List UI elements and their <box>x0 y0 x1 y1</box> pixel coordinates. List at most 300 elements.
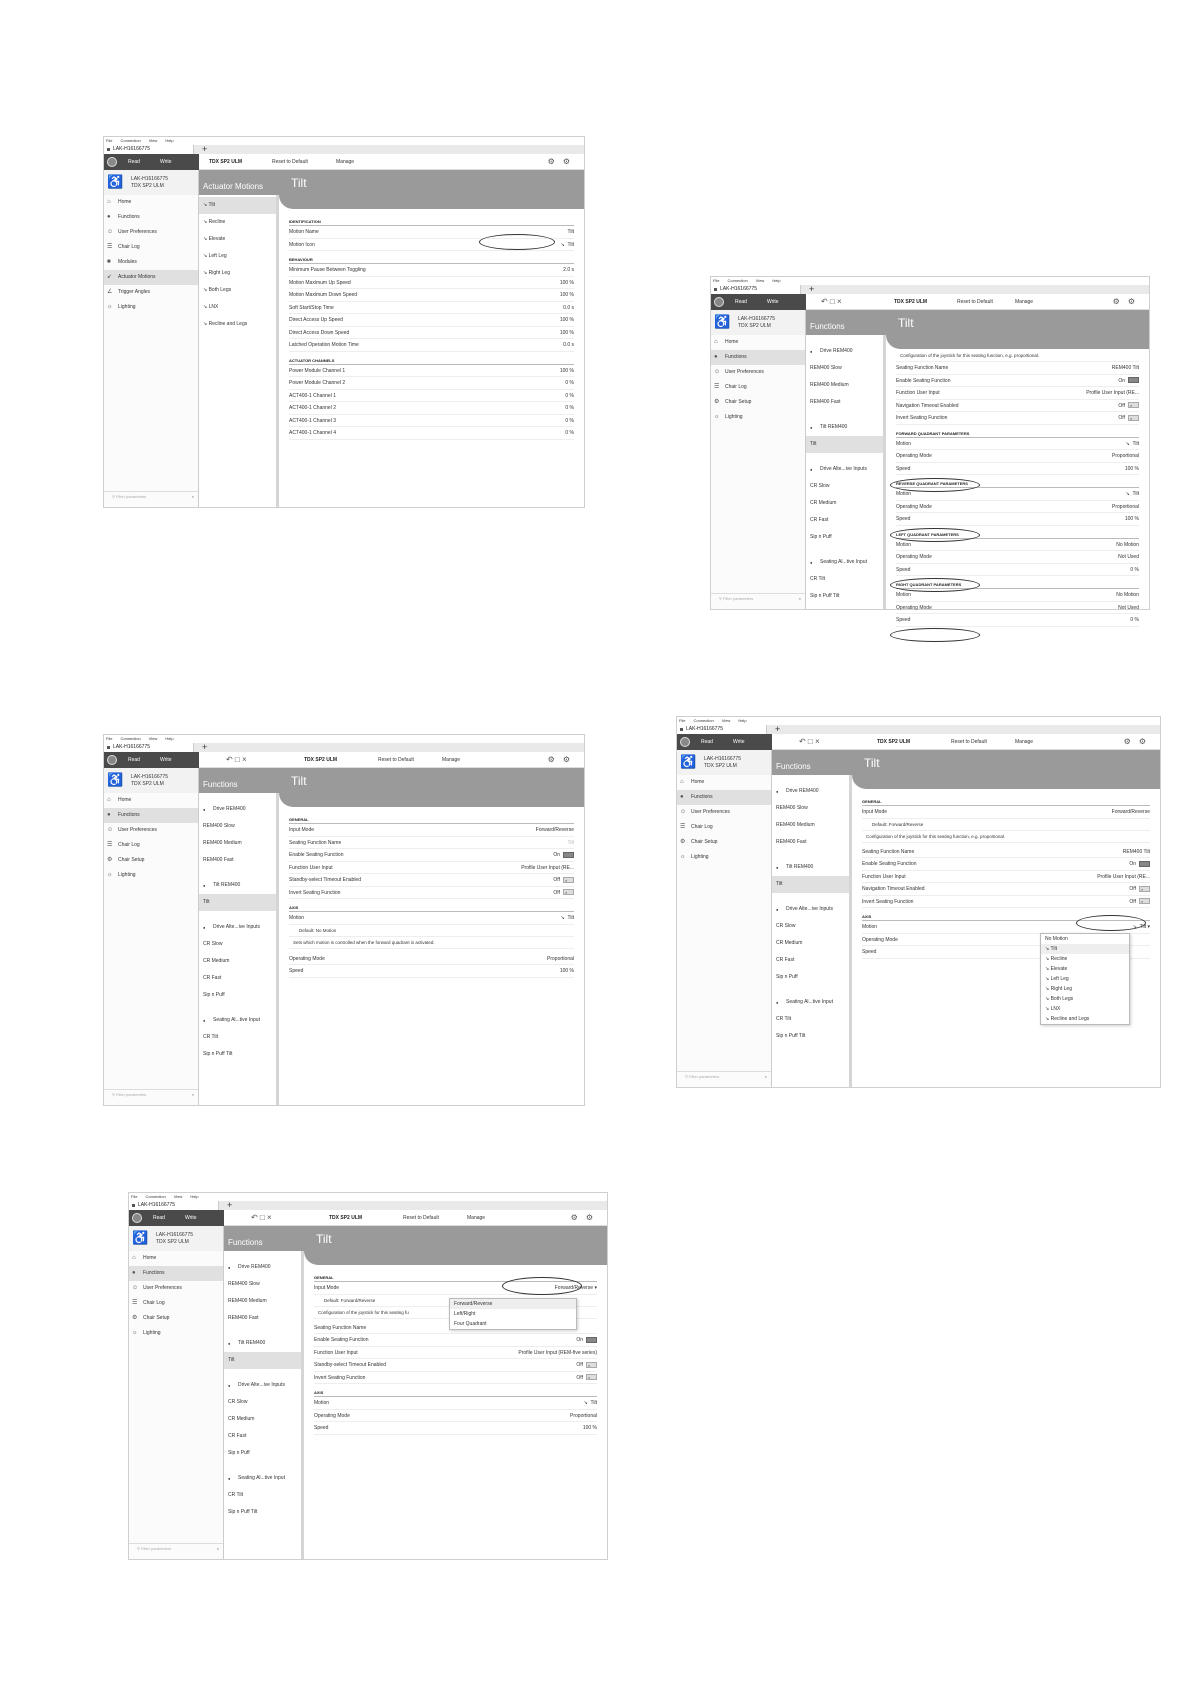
tab-bar <box>104 743 584 752</box>
nav-chair-log[interactable]: ☰ Chair Log <box>129 1296 223 1311</box>
write-button[interactable]: Write <box>160 757 172 763</box>
menu-help[interactable]: Help <box>165 138 174 143</box>
param-row[interactable]: Speed 100 % <box>896 513 1139 526</box>
add-tab-button[interactable]: + <box>202 144 208 154</box>
param-row[interactable]: Input Mode Forward/Reverse <box>289 824 574 837</box>
reset-default-button[interactable]: Reset to Default <box>378 757 414 763</box>
toolbar <box>104 154 584 170</box>
param-row[interactable]: Speed <box>862 946 1150 959</box>
param-row[interactable]: ACT400-1 Channel 4 0 % <box>289 427 574 440</box>
function-group-header[interactable]: ● Drive REM400 <box>224 1259 301 1276</box>
device-tab[interactable]: LAK-H16166775 <box>104 145 194 154</box>
dropdown-option[interactable]: ↘ Right Leg <box>1045 986 1072 992</box>
param-row[interactable]: Speed 0 % <box>896 564 1139 577</box>
param-row[interactable]: Enable Seating Function On <box>314 1334 597 1347</box>
motion-item[interactable]: ↘ Right Leg <box>203 270 230 276</box>
param-row[interactable]: Function User Input Profile User Input (RE... <box>862 871 1150 884</box>
nav-functions[interactable]: ● Functions <box>104 808 198 823</box>
default-note: Default: Forward/Reverse <box>314 1295 597 1307</box>
function-item[interactable]: CR Fast <box>203 975 222 981</box>
toolbar <box>104 752 584 768</box>
clear-filter-icon[interactable]: × <box>191 494 194 499</box>
function-item[interactable]: CR Tilt <box>228 1492 243 1498</box>
function-group-header[interactable]: ● Seating Al...tive Input <box>772 994 849 1011</box>
toggle-switch[interactable]: × <box>563 877 574 883</box>
function-item[interactable]: REM400 Medium <box>228 1298 267 1304</box>
manage-button[interactable]: Manage <box>467 1215 486 1221</box>
device-tab[interactable]: LAK-H16166775 <box>104 743 194 752</box>
read-button[interactable]: Read <box>128 159 140 165</box>
category-title: Actuator Motions <box>199 170 279 195</box>
param-row[interactable]: Invert Seating Function Off × <box>289 887 574 900</box>
undo-icon[interactable]: ↶ □ × <box>821 297 842 306</box>
nav-chair-log[interactable]: ☰ Chair Log <box>711 380 805 395</box>
highlight-oval <box>890 478 980 492</box>
param-row[interactable]: Invert Seating Function Off × <box>862 896 1150 909</box>
screenshot-motion-dropdown <box>676 716 1161 1088</box>
read-button[interactable]: Read <box>128 757 140 763</box>
dropdown-option[interactable]: ↘ Tilt <box>1041 944 1129 954</box>
manage-button[interactable]: Manage <box>442 757 461 763</box>
nav-user-preferences[interactable]: ☺ User Preferences <box>104 823 198 838</box>
toggle-switch[interactable] <box>1128 377 1139 383</box>
filter-input[interactable]: ⚲ Filter parameters × <box>711 593 805 603</box>
param-row[interactable]: Seating Function Name <box>314 1322 597 1335</box>
toggle-switch[interactable]: × <box>586 1374 597 1380</box>
motion-item[interactable]: ↘ LNX <box>203 304 219 310</box>
functions-icon: ● <box>714 354 718 360</box>
nav-chair-setup[interactable]: ⚙ Chair Setup <box>711 395 805 410</box>
function-item[interactable]: CR Tilt <box>810 576 825 582</box>
function-group-header[interactable]: ● Seating Al...tive Input <box>224 1470 301 1487</box>
connection-icon <box>680 737 690 747</box>
device-tab[interactable]: LAK-H16166775 <box>129 1201 219 1210</box>
param-row[interactable]: Input Mode Forward/Reverse <box>862 806 1150 819</box>
param-row[interactable]: Operating Mode <box>862 934 1150 947</box>
filter-input[interactable]: ⚲ Filter parameters × <box>129 1543 223 1553</box>
param-row[interactable]: Invert Seating Function Off × <box>314 1372 597 1385</box>
function-item[interactable]: CR Fast <box>228 1433 247 1439</box>
motion-item[interactable]: ↘ Left Leg <box>203 253 227 259</box>
param-row[interactable]: Invert Seating Function Off × <box>896 412 1139 425</box>
motion-item[interactable]: ↘ Both Legs <box>203 287 232 293</box>
param-row[interactable]: Seating Function Name Tilt <box>289 837 574 850</box>
toggle-switch[interactable]: × <box>1139 898 1150 904</box>
clear-filter-icon[interactable]: × <box>764 1074 767 1079</box>
lighting-icon: ☼ <box>132 1330 138 1336</box>
add-tab-button[interactable]: + <box>809 284 815 294</box>
function-item[interactable]: CR Fast <box>810 517 829 523</box>
param-row[interactable]: Function User Input Profile User Input (RE... <box>289 862 574 875</box>
toolbar-icons[interactable]: ⚙⚙ <box>570 1213 601 1222</box>
nav-modules[interactable]: ■ Modules <box>104 255 198 270</box>
clear-filter-icon[interactable]: × <box>191 1092 194 1097</box>
reset-default-button[interactable]: Reset to Default <box>403 1215 439 1221</box>
input-mode-dropdown[interactable] <box>449 1298 577 1330</box>
param-row[interactable]: Enable Seating Function On <box>896 375 1139 388</box>
section-axis: AXIS <box>862 914 1150 921</box>
dropdown-option[interactable]: ↘ Recline <box>1045 956 1068 962</box>
recline-icon: ↘ <box>203 219 209 225</box>
dropdown-option[interactable]: ↘ Elevate <box>1045 966 1068 972</box>
function-group-header[interactable]: ● Tilt REM400 <box>772 859 849 876</box>
lighting-icon: ☼ <box>714 414 720 420</box>
dropdown-option[interactable]: Left/Right <box>454 1311 476 1317</box>
lnx-icon: ↘ <box>203 304 209 310</box>
nav-user-preferences[interactable]: ☺ User Preferences <box>677 805 771 820</box>
reset-default-button[interactable]: Reset to Default <box>272 159 308 165</box>
menu-connection[interactable]: Connection <box>120 138 141 143</box>
default-note: Default: Forward/Reverse <box>862 819 1150 831</box>
page-title: Tilt <box>852 750 1160 775</box>
write-button[interactable]: Write <box>160 159 172 165</box>
motion-dropdown[interactable] <box>1040 933 1130 1025</box>
screenshot-quadrant-parameters <box>710 276 1150 623</box>
param-row[interactable]: Seating Function Name REM400 Tilt <box>896 362 1139 375</box>
function-item[interactable]: Sip n Puff <box>776 974 798 980</box>
param-row[interactable]: Speed 100 % <box>314 1422 597 1435</box>
description: Configuration of the joystick for this seating function, e.g. proportional. <box>896 350 1139 362</box>
toggle-switch[interactable]: × <box>1128 402 1139 408</box>
nav-chair-setup[interactable]: ⚙ Chair Setup <box>677 835 771 850</box>
function-item[interactable]: CR Fast <box>776 957 795 963</box>
toggle-switch[interactable]: × <box>1128 415 1139 421</box>
user-icon: ☺ <box>132 1285 139 1291</box>
lighting-icon: ☼ <box>680 854 686 860</box>
function-group-header[interactable]: ● Drive Alte...ive Inputs <box>199 919 276 936</box>
param-row[interactable]: Operating Mode Proportional <box>289 953 574 966</box>
read-button[interactable]: Read <box>701 739 713 745</box>
function-group-header[interactable]: ● Drive REM400 <box>806 343 883 360</box>
screenshot-functions-tilt <box>103 734 585 1106</box>
toolbar-icons[interactable]: ⚙⚙ <box>547 157 578 166</box>
nav-lighting[interactable]: ☼ Lighting <box>129 1326 223 1341</box>
param-row[interactable]: Motion Maximum Down Speed 100 % <box>289 289 574 302</box>
param-row[interactable]: Motion No Motion <box>896 589 1139 602</box>
function-item[interactable]: CR Medium <box>203 958 230 964</box>
add-tab-button[interactable]: + <box>775 724 781 734</box>
filter-input[interactable]: ⚲ Filter parameters × <box>104 1089 198 1099</box>
read-button[interactable]: Read <box>153 1215 165 1221</box>
nav-functions[interactable]: ● Functions <box>677 790 771 805</box>
functions-icon: ● <box>132 1270 136 1276</box>
param-row[interactable]: Navigation Timeout Enabled Off × <box>862 883 1150 896</box>
nav-home[interactable]: ⌂ Home <box>104 195 198 210</box>
param-row[interactable]: Minimum Pause Between Toggling 2.0 s <box>289 264 574 277</box>
motion-item[interactable]: ↘ Recline and Legs <box>203 321 248 327</box>
device-info: ♿ LAK-H16166775 TDX SP2 ULM <box>677 750 772 775</box>
param-row[interactable]: Power Module Channel 2 0 % <box>289 377 574 390</box>
model-label: TDX SP2 ULM <box>304 757 338 763</box>
param-row[interactable]: Operating Mode Proportional <box>896 450 1139 463</box>
nav-functions[interactable]: ● Functions <box>711 350 805 365</box>
function-group-header[interactable]: ● Tilt REM400 <box>199 877 276 894</box>
header-curve <box>279 195 584 209</box>
function-group-header[interactable]: ● Seating Al...tive Input <box>199 1012 276 1029</box>
toolbar <box>677 734 1160 750</box>
manage-button[interactable]: Manage <box>1015 739 1034 745</box>
toolbar-icons[interactable]: ⚙⚙ <box>1112 297 1143 306</box>
nav-chair-log[interactable]: ☰ Chair Log <box>104 838 198 853</box>
param-row[interactable]: Standby-select Timeout Enabled Off × <box>314 1359 597 1372</box>
function-item[interactable]: Sip n Puff <box>810 534 832 540</box>
param-row[interactable]: Enable Seating Function On <box>862 858 1150 871</box>
toggle-switch[interactable] <box>563 852 574 858</box>
dropdown-option[interactable]: Forward/Reverse <box>450 1299 576 1309</box>
param-row[interactable]: Motion No Motion <box>896 539 1139 552</box>
function-item[interactable]: CR Medium <box>776 940 803 946</box>
param-row[interactable]: Operating Mode Proportional <box>896 501 1139 514</box>
dropdown-option[interactable]: ↘ LNX <box>1045 1006 1061 1012</box>
nav-home[interactable]: ⌂ Home <box>677 775 771 790</box>
section-actuator-channels: ACTUATOR CHANNELS <box>289 358 574 365</box>
read-button[interactable]: Read <box>735 299 747 305</box>
manage-button[interactable]: Manage <box>1015 299 1034 305</box>
left-nav <box>104 195 199 507</box>
param-row[interactable]: Standby-select Timeout Enabled Off × <box>289 874 574 887</box>
param-row[interactable]: Motion ↘ Tilt <box>896 438 1139 451</box>
highlight-oval <box>890 528 980 542</box>
toggle-switch[interactable] <box>1139 861 1150 867</box>
toggle-switch[interactable]: × <box>1139 886 1150 892</box>
write-button[interactable]: Write <box>185 1215 197 1221</box>
highlight-oval <box>479 234 555 250</box>
function-item[interactable]: REM400 Medium <box>810 382 849 388</box>
param-row[interactable]: Navigation Timeout Enabled Off × <box>896 400 1139 413</box>
filter-input[interactable]: ⚲ Filter parameters × <box>677 1071 771 1081</box>
function-item[interactable]: REM400 Slow <box>203 823 235 829</box>
nav-chair-setup[interactable]: ⚙ Chair Setup <box>104 853 198 868</box>
param-row[interactable]: Seating Function Name REM400 Tilt <box>862 846 1150 859</box>
function-item[interactable]: CR Medium <box>228 1416 255 1422</box>
nav-chair-log[interactable]: ☰ Chair Log <box>104 240 198 255</box>
toolbar-icons[interactable]: ⚙⚙ <box>547 755 578 764</box>
highlight-oval <box>502 1277 582 1295</box>
toggle-switch[interactable]: × <box>563 889 574 895</box>
nav-home[interactable]: ⌂ Home <box>129 1251 223 1266</box>
section-left: LEFT QUADRANT PARAMETERS <box>896 532 1139 539</box>
function-item[interactable]: Sip n Puff Tilt <box>776 1033 806 1039</box>
function-item[interactable]: CR Tilt <box>776 1016 791 1022</box>
device-tab[interactable]: LAK-H16166775 <box>711 285 801 294</box>
menu-file[interactable]: File <box>106 138 113 143</box>
default-note: Default: No Motion <box>289 925 574 937</box>
param-row[interactable]: Latched Operation Motion Time 0.0 s <box>289 339 574 352</box>
function-item[interactable]: CR Slow <box>810 483 830 489</box>
write-button[interactable]: Write <box>767 299 779 305</box>
left-nav <box>104 793 199 1105</box>
menu-bar: File Connection View Help <box>104 735 584 743</box>
highlight-oval <box>890 628 980 642</box>
function-group-header[interactable]: ● Tilt REM400 <box>224 1335 301 1352</box>
param-row[interactable]: Motion ↘ Tilt <box>289 912 574 925</box>
undo-icon[interactable]: ↶ □ × <box>226 755 247 764</box>
function-item[interactable]: REM400 Medium <box>776 822 815 828</box>
function-item[interactable]: Tilt <box>199 894 276 911</box>
function-item[interactable]: CR Medium <box>810 500 837 506</box>
function-item[interactable]: CR Tilt <box>203 1034 218 1040</box>
param-row[interactable]: Operating Mode Not Used <box>896 551 1139 564</box>
filter-input[interactable]: ⚲ Filter parameters × <box>104 491 198 501</box>
param-row[interactable]: ACT400-1 Channel 2 0 % <box>289 402 574 415</box>
function-item[interactable]: CR Slow <box>228 1399 248 1405</box>
nav-functions[interactable]: ● Functions <box>104 210 198 225</box>
toolbar-icons[interactable]: ⚙⚙ <box>1123 737 1154 746</box>
function-item[interactable]: REM400 Fast <box>776 839 807 845</box>
section-axis: AXIS <box>289 905 574 912</box>
left-leg-icon: ↘ <box>1045 976 1051 982</box>
section-right: RIGHT QUADRANT PARAMETERS <box>896 582 1139 589</box>
nav-user-preferences[interactable]: ☺ User Preferences <box>129 1281 223 1296</box>
nav-user-preferences[interactable]: ☺ User Preferences <box>711 365 805 380</box>
parameters-panel <box>279 195 584 507</box>
parameters-panel <box>886 335 1149 623</box>
menu-view[interactable]: View <box>148 138 158 143</box>
function-item[interactable]: CR Slow <box>203 941 223 947</box>
param-row[interactable]: ACT400-1 Channel 3 0 % <box>289 415 574 428</box>
model-label: TDX SP2 ULM <box>329 1215 363 1221</box>
category-title: Functions <box>806 310 886 335</box>
param-row[interactable]: Operating Mode Not Used <box>896 602 1139 615</box>
page-title: Tilt <box>279 768 584 793</box>
tilt-icon: ↘ <box>1125 440 1133 447</box>
dropdown-option[interactable]: ↘ Left Leg <box>1045 976 1069 982</box>
motion-item[interactable]: ↘ Elevate <box>203 236 226 242</box>
function-item[interactable]: REM400 Medium <box>203 840 242 846</box>
function-item[interactable]: CR Slow <box>776 923 796 929</box>
nav-lighting[interactable]: ☼ Lighting <box>711 410 805 425</box>
function-item[interactable]: Sip n Puff Tilt <box>810 593 840 599</box>
dropdown-option[interactable]: Four Quadrant <box>454 1321 487 1327</box>
device-id: LAK-H16166775 <box>131 176 168 182</box>
section-forward: FORWARD QUADRANT PARAMETERS <box>896 431 1139 438</box>
param-row[interactable]: Motion ↘ Tilt <box>896 488 1139 501</box>
tab-bar <box>129 1201 607 1210</box>
param-row[interactable]: Input Mode Forward/Reverse ▾ <box>314 1282 597 1295</box>
function-item[interactable]: Tilt <box>772 876 849 893</box>
param-row[interactable]: Speed 100 % <box>896 463 1139 476</box>
function-group-header[interactable]: ● Drive Alte...ive Inputs <box>806 461 883 478</box>
undo-icon[interactable]: ↶ □ × <box>799 737 820 746</box>
undo-icon[interactable]: ↶ □ × <box>251 1213 272 1222</box>
reset-default-button[interactable]: Reset to Default <box>957 299 993 305</box>
nav-chair-log[interactable]: ☰ Chair Log <box>677 820 771 835</box>
param-row[interactable]: Power Module Channel 1 100 % <box>289 365 574 378</box>
function-item[interactable]: Tilt <box>224 1352 301 1369</box>
function-group-header[interactable]: ● Drive REM400 <box>772 783 849 800</box>
param-row[interactable]: Enable Seating Function On <box>289 849 574 862</box>
function-item[interactable]: Sip n Puff <box>203 992 225 998</box>
add-tab-button[interactable]: + <box>202 742 208 752</box>
param-row[interactable]: Motion ↘ Tilt <box>314 1397 597 1410</box>
param-row[interactable]: Motion Icon ↘ Tilt <box>289 239 574 252</box>
nav-lighting[interactable]: ☼ Lighting <box>104 868 198 883</box>
function-group-header[interactable]: ● Drive Alte...ive Inputs <box>772 901 849 918</box>
param-row[interactable]: Soft Start/Stop Time 0.0 s <box>289 302 574 315</box>
home-icon: ⌂ <box>132 1255 136 1261</box>
nav-chair-setup[interactable]: ⚙ Chair Setup <box>129 1311 223 1326</box>
param-row[interactable]: Motion Maximum Up Speed 100 % <box>289 277 574 290</box>
nav-home[interactable]: ⌂ Home <box>711 335 805 350</box>
function-item[interactable]: Tilt <box>806 436 883 453</box>
menu-bar: File Connection View Help <box>129 1193 607 1201</box>
manage-button[interactable]: Manage <box>336 159 355 165</box>
recline-legs-icon: ↘ <box>203 321 209 327</box>
toggle-switch[interactable] <box>586 1337 597 1343</box>
nav-lighting[interactable]: ☼ Lighting <box>104 300 198 315</box>
function-group-header[interactable]: ● Tilt REM400 <box>806 419 883 436</box>
log-icon: ☰ <box>107 842 113 848</box>
nav-trigger-angles[interactable]: ∠ Trigger Angles <box>104 285 198 300</box>
function-item[interactable]: REM400 Slow <box>810 365 842 371</box>
setup-icon: ⚙ <box>680 839 686 845</box>
param-row[interactable]: Function User Input Profile User Input (REM-five series) <box>314 1347 597 1360</box>
user-icon: ☺ <box>680 809 687 815</box>
param-row[interactable]: Speed 100 % <box>289 965 574 978</box>
function-item[interactable]: REM400 Fast <box>810 399 841 405</box>
write-button[interactable]: Write <box>733 739 745 745</box>
home-icon: ⌂ <box>107 199 111 205</box>
function-group-header[interactable]: ● Seating Al...tive Input <box>806 554 883 571</box>
param-row[interactable]: Operating Mode Proportional <box>314 1410 597 1423</box>
lnx-icon: ↘ <box>1045 1006 1051 1012</box>
motion-item[interactable]: ↘ Tilt <box>199 197 276 214</box>
param-row[interactable]: ACT400-1 Channel 1 0 % <box>289 390 574 403</box>
dropdown-option[interactable]: No Motion <box>1045 936 1068 942</box>
page-title: Tilt <box>279 170 584 195</box>
function-group-header[interactable]: ● Drive REM400 <box>199 801 276 818</box>
param-row[interactable]: Motion ↘ Tilt ▾ <box>862 921 1150 934</box>
dropdown-option[interactable]: ↘ Recline and Legs <box>1045 1016 1090 1022</box>
nav-functions[interactable]: ● Functions <box>129 1266 223 1281</box>
motion-item[interactable]: ↘ Recline <box>203 219 226 225</box>
param-row[interactable]: Motion Name Tilt <box>289 226 574 239</box>
reset-default-button[interactable]: Reset to Default <box>951 739 987 745</box>
clear-filter-icon[interactable]: × <box>798 596 801 601</box>
add-tab-button[interactable]: + <box>227 1200 233 1210</box>
function-item[interactable]: Sip n Puff <box>228 1450 250 1456</box>
param-row[interactable]: Function User Input Profile User Input (RE... <box>896 387 1139 400</box>
wheelchair-icon: ♿ <box>680 754 697 769</box>
function-item[interactable]: REM400 Fast <box>228 1315 259 1321</box>
screenshot-actuator-motions <box>103 136 585 508</box>
function-item[interactable]: REM400 Fast <box>203 857 234 863</box>
dropdown-option[interactable]: ↘ Both Legs <box>1045 996 1074 1002</box>
device-tab[interactable]: LAK-H16166775 <box>677 725 767 734</box>
function-group-header[interactable]: ● Drive Alte...ive Inputs <box>224 1377 301 1394</box>
tilt-icon: ↘ <box>583 1400 591 1406</box>
menu-bar <box>104 137 584 145</box>
functions-icon: ● <box>107 214 111 220</box>
nav-user-preferences[interactable]: ☺ User Preferences <box>104 225 198 240</box>
function-item[interactable]: Sip n Puff Tilt <box>203 1051 233 1057</box>
param-row[interactable]: Speed 0 % <box>896 614 1139 627</box>
function-item[interactable]: REM400 Slow <box>228 1281 260 1287</box>
function-item[interactable]: Sip n Puff Tilt <box>228 1509 258 1515</box>
nav-actuator-motions[interactable]: ↙ Actuator Motions <box>104 270 198 285</box>
motion-list <box>199 195 279 507</box>
nav-home[interactable]: ⌂ Home <box>104 793 198 808</box>
clear-filter-icon[interactable]: × <box>216 1546 219 1551</box>
param-row[interactable]: Direct Access Up Speed 100 % <box>289 314 574 327</box>
description: Configuration of the joystick for this seating function, e.g. proportional. <box>862 831 1150 843</box>
tab-bar <box>104 145 584 154</box>
function-item[interactable]: REM400 Slow <box>776 805 808 811</box>
nav-lighting[interactable]: ☼ Lighting <box>677 850 771 865</box>
function-list <box>806 335 886 609</box>
toggle-switch[interactable]: × <box>586 1362 597 1368</box>
param-row[interactable]: Direct Access Down Speed 100 % <box>289 327 574 340</box>
